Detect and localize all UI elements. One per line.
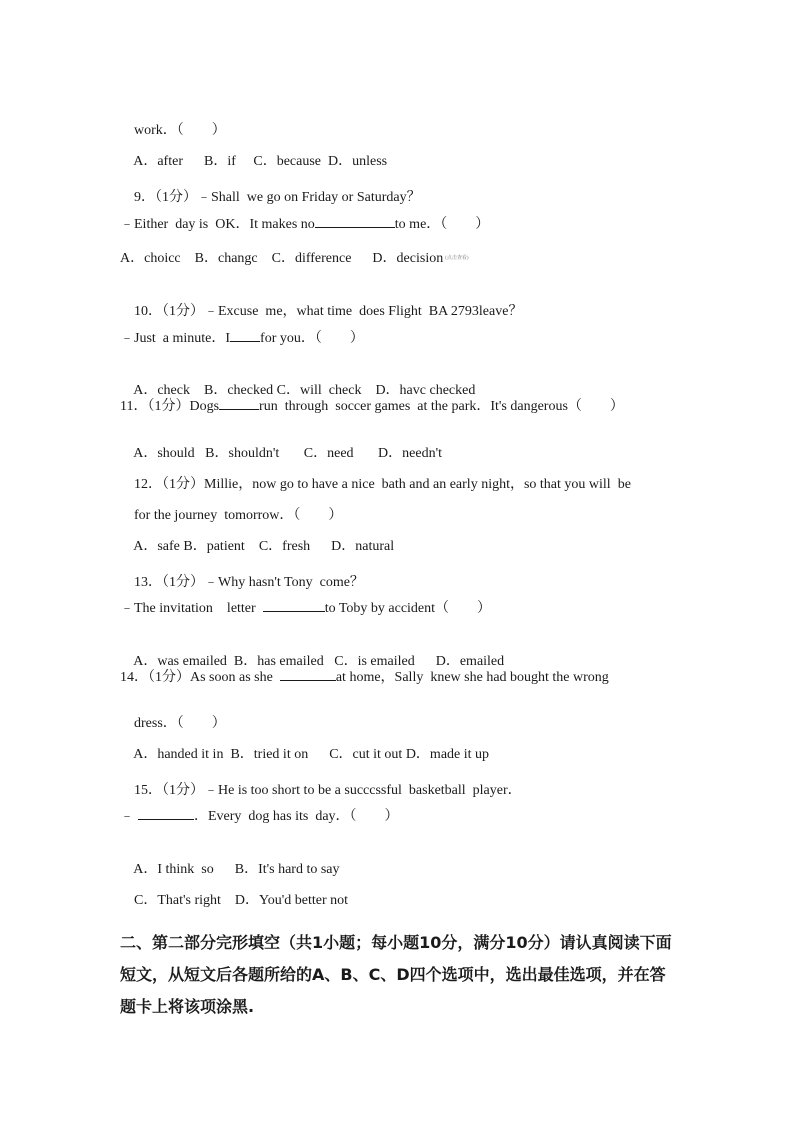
- answer-blank: [315, 213, 395, 228]
- question-10-dialogue-end: for you．（ ）: [260, 331, 364, 346]
- question-9-text: 9．（1分）﹣Shall we go on Friday or Saturday？: [134, 190, 421, 205]
- question-13-dialogue-start: ﹣The invitation letter: [120, 601, 263, 616]
- question-14-options-text: A．handed it in B．tried it on C．cut it out D．made it up: [133, 747, 490, 762]
- question-13-dialogue: [120, 597, 491, 618]
- question-15-dialogue-end: ．Every dog has its day．（ ）: [194, 809, 399, 824]
- question-14-start: 14．（1分）As soon as she: [120, 670, 280, 685]
- continuation-text: work．（ ）: [134, 123, 226, 138]
- question-14-continuation-text: dress．（ ）: [134, 716, 226, 731]
- question-13-dialogue-end: to Toby by accident（ ）: [324, 601, 492, 616]
- question-13-options-text: A．was emailed B．has emailed C．is emailed D．emailed: [133, 654, 505, 669]
- answer-blank: [138, 805, 194, 820]
- question-12-options-text: A．safe B．patient C．fresh D．natural: [133, 539, 395, 554]
- question-10-options-text: A．check B．checked C．will check D．havc checked: [133, 383, 476, 398]
- question-15-options-a-b-text: A．I think so B．It's hard to say: [133, 862, 340, 877]
- question-12-continuation-text: for the journey tomorrow．（ ）: [134, 508, 343, 523]
- question-11-end: run through soccer games at the park．It's dangerous（ ）: [259, 399, 624, 414]
- question-10-dialogue-start: ﹣Just a minute．I: [120, 331, 231, 346]
- section-heading: 二、第二部分完形填空（共1小题；每小题10分，满分10分）请认真阅读下面短文，从短文后各题所给的A、B、C、D四个选项中，选出最佳选项，并在答题卡上将该项涂黑.: [120, 933, 672, 1016]
- question-15-options-c-d: [120, 874, 348, 928]
- question-9-options-text: A．choicc B．changc C．difference D．decision: [120, 251, 444, 266]
- question-9-options: [120, 250, 469, 268]
- question-9-dialogue-start: ﹣Either day is OK．It makes no: [120, 217, 315, 232]
- question-10-text: 10．（1分）﹣Excuse me，what time does Flight BA 2793leave？: [134, 304, 523, 319]
- question-11-start: 11．（1分）Dogs: [120, 399, 220, 414]
- answer-blank: [230, 327, 260, 342]
- question-11: [120, 395, 624, 416]
- question-12-text: 12．（1分）Millie，now go to have a nice bath and an early night，so that you will be: [134, 477, 631, 492]
- question-15-dialogue: [120, 805, 399, 826]
- question-13-text: 13．（1分）﹣Why hasn't Tony come？: [134, 575, 364, 590]
- answer-blank: [280, 666, 336, 681]
- question-9-dialogue: [120, 213, 489, 234]
- answer-blank: [219, 395, 259, 410]
- question-14: [120, 666, 609, 687]
- question-15-options-c-d-text: C．That's right D．You'd better not: [134, 893, 349, 908]
- dash: ﹣: [120, 809, 134, 824]
- question-14-end: at home，Sally knew she had bought the wrong: [335, 670, 609, 685]
- question-9-dialogue-end: to me．（ ）: [394, 217, 490, 232]
- answer-blank: [263, 597, 325, 612]
- question-11-options-text: A．should B．shouldn't C．need D．needn't: [133, 446, 442, 461]
- question-10-dialogue: [120, 327, 364, 348]
- question-8-options-text: A．after B．if C．because D．unless: [133, 154, 388, 169]
- question-15-text: 15．（1分）﹣He is too short to be a succcssful basketball player．: [134, 783, 522, 798]
- small-mark: (点击查看): [445, 256, 469, 261]
